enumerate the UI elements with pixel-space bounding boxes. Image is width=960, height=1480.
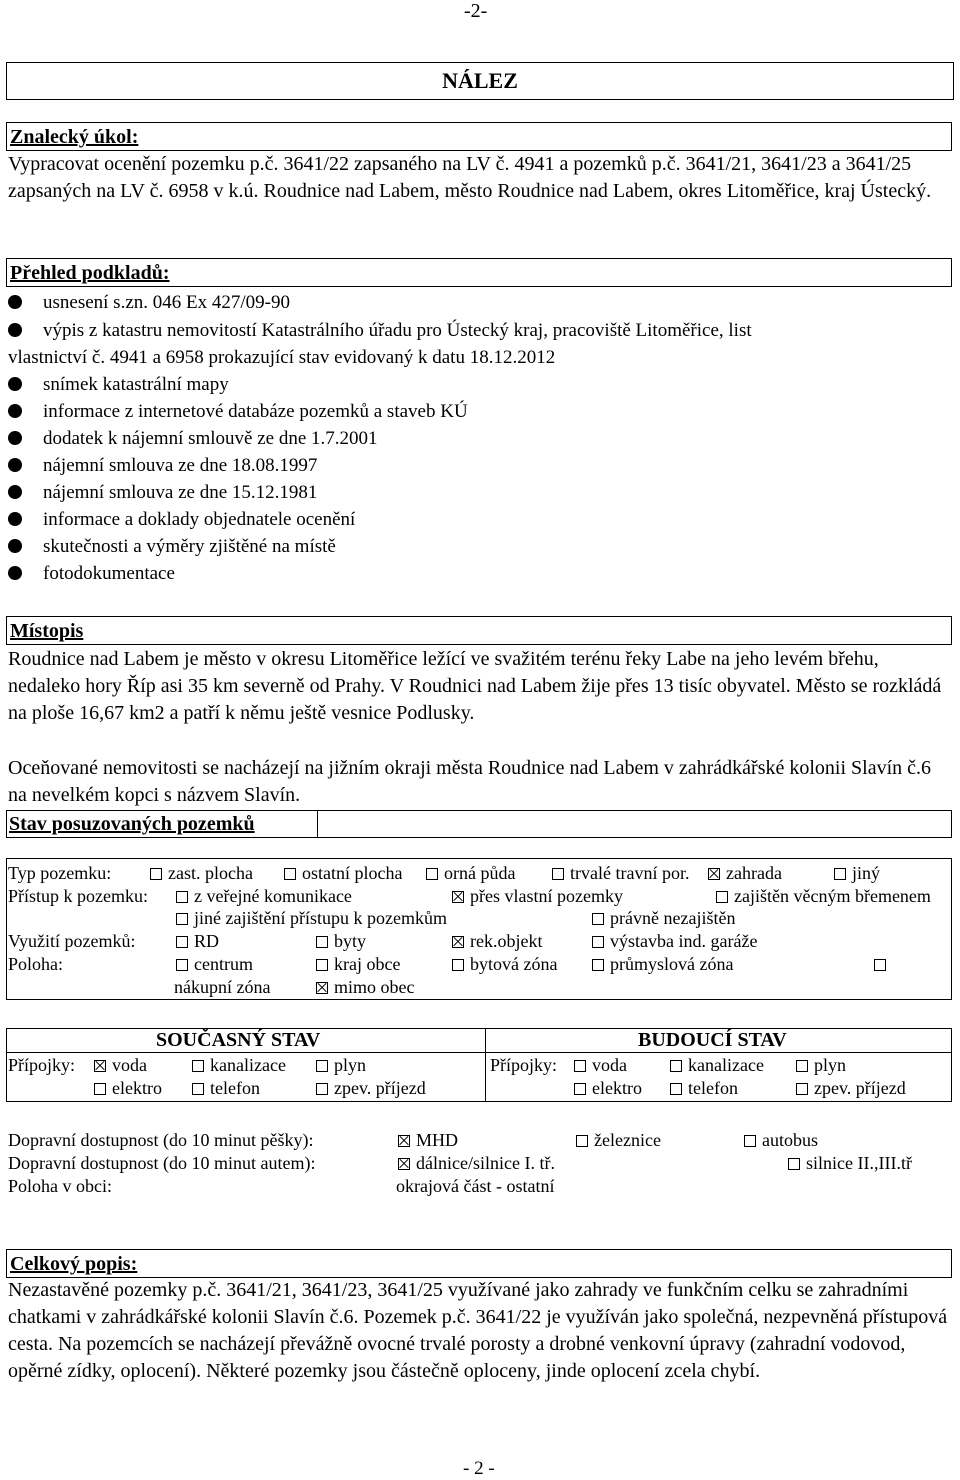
poloha-option-label: nákupní zóna [174, 977, 271, 997]
source-item: informace z internetové databáze pozemků a staveb KÚ [8, 398, 468, 425]
checkbox-icon[interactable] [426, 868, 438, 880]
future-utility[interactable]: kanalizace [670, 1055, 764, 1076]
task-heading: Znalecký úkol: [6, 122, 952, 151]
bullet-icon [8, 323, 22, 337]
current-utilities-label: Přípojky: [8, 1055, 76, 1075]
transport-car-option[interactable]: silnice II.,III.tř [788, 1153, 912, 1174]
typ-option[interactable]: orná půda [426, 863, 515, 884]
future-utility[interactable]: voda [574, 1055, 627, 1076]
checkbox-icon[interactable] [316, 1060, 328, 1072]
checkbox-icon[interactable] [744, 1135, 756, 1147]
source-item: nájemní smlouva ze dne 15.12.1981 [8, 479, 317, 506]
poloha-option[interactable]: bytová zóna [452, 954, 557, 975]
checkbox-icon[interactable] [452, 959, 464, 971]
page-title: NÁLEZ [442, 68, 518, 93]
source-item: dodatek k nájemní smlouvě ze dne 1.7.2001 [8, 425, 378, 452]
checkbox-icon[interactable] [316, 959, 328, 971]
vyuziti-option[interactable]: rek.objekt [452, 931, 542, 952]
source-item: informace a doklady objednatele ocenění [8, 506, 355, 533]
future-utilities-label: Přípojky: [490, 1055, 558, 1075]
overall-text: Nezastavěné pozemky p.č. 3641/21, 3641/23, 3641/25 využívané jako zahrady ve funkčním celku se zahradními chatkami v zahrádkářské kolonii Slavín č.6. Pozemek p.č. 3641/22 je využíván jako společná, nezpevněná přístupová cesta. Na pozemcích se nacházejí převážně ovocné trvalé porosty a drobné venkovní úpravy (zahradní vodovod, opěrné zídky, oplocení). Některé pozemky jsou částečně oploceny, jinde oplocení zcela chybí. [8, 1279, 948, 1382]
checkbox-icon[interactable] [576, 1135, 588, 1147]
current-utility[interactable]: elektro [94, 1078, 162, 1099]
location-paragraph-1: Roudnice nad Labem je město v okresu Litoměřice ležící ve svažitém terénu řeky Labe na jeho levém břehu, nedaleko hory Říp asi 35 km severně od Prahy. V Roudnici nad Labem žije přes 13 tisíc obyvatel. Město se rozkládá na ploše 16,67 km2 a patří k němu ještě vesnice Podlusky. [8, 648, 942, 724]
bullet-icon [8, 431, 22, 445]
checkbox-icon[interactable] [150, 868, 162, 880]
checkbox-icon[interactable] [796, 1060, 808, 1072]
checkbox-icon[interactable] [592, 913, 604, 925]
poloha-option[interactable]: kraj obce [316, 954, 400, 975]
bullet-icon [8, 404, 22, 418]
bullet-icon [8, 539, 22, 553]
transport-walk-label: Dopravní dostupnost (do 10 minut pěšky): [8, 1130, 314, 1150]
utilities-divider [485, 1028, 486, 1102]
vyuziti-label: Využití pozemků: [8, 931, 136, 951]
transport-car-label: Dopravní dostupnost (do 10 minut autem): [8, 1153, 316, 1173]
checked-checkbox-icon[interactable] [398, 1158, 410, 1170]
poloha-option[interactable]: průmyslová zóna [592, 954, 733, 975]
future-utility[interactable]: zpev. příjezd [796, 1078, 906, 1099]
bullet-icon [8, 566, 22, 580]
checkbox-icon[interactable] [574, 1083, 586, 1095]
typ-label: Typ pozemku: [8, 863, 112, 883]
checkbox-icon[interactable] [592, 959, 604, 971]
typ-option[interactable]: trvalé travní por. [552, 863, 689, 884]
bullet-icon [8, 377, 22, 391]
future-state-title: BUDOUCÍ STAV [638, 1029, 787, 1051]
current-state-title: SOUČASNÝ STAV [156, 1029, 321, 1051]
checkbox-icon[interactable] [796, 1083, 808, 1095]
source-item: usnesení s.zn. 046 Ex 427/09-90 [8, 289, 290, 316]
current-utility[interactable]: plyn [316, 1055, 366, 1076]
state-heading: Stav posuzovaných pozemků [6, 810, 318, 838]
checked-checkbox-icon[interactable] [452, 891, 464, 903]
checkbox-icon[interactable] [176, 891, 188, 903]
page-number-top: -2- [464, 0, 488, 22]
bullet-icon [8, 485, 22, 499]
sources-heading: Přehled podkladů: [6, 258, 952, 287]
source-item: výpis z katastru nemovitostí Katastrálního úřadu pro Ústecký kraj, pracoviště Litoměřice, list [8, 317, 752, 344]
location-heading: Místopis [6, 616, 952, 645]
checkbox-icon[interactable] [574, 1060, 586, 1072]
source-item: fotodokumentace [8, 560, 175, 587]
checked-checkbox-icon[interactable] [452, 936, 464, 948]
location-paragraph-2: Oceňované nemovitosti se nacházejí na jižním okraji města Roudnice nad Labem v zahrádkářské kolonii Slavín č.6 na nevelkém kopci s názvem Slavín. [8, 757, 932, 806]
typ-option[interactable]: zast. plocha [150, 863, 253, 884]
source-item: nájemní smlouva ze dne 18.08.1997 [8, 452, 317, 479]
checkbox-icon[interactable] [670, 1060, 682, 1072]
transport-walk-option[interactable]: autobus [744, 1130, 818, 1151]
pristup-option[interactable]: zajištěn věcným břemenem [716, 886, 931, 907]
poloha-option-nakupni-zona[interactable] [874, 954, 892, 975]
pristup-option[interactable]: přes vlastní pozemky [452, 886, 623, 907]
source-item-continuation: vlastnictví č. 4941 a 6958 prokazující stav evidovaný k datu 18.12.2012 [8, 347, 556, 368]
typ-option[interactable]: zahrada [708, 863, 782, 884]
future-utility[interactable]: telefon [670, 1078, 738, 1099]
task-text: Vypracovat ocenění pozemku p.č. 3641/22 zapsaného na LV č. 4941 a pozemků p.č. 3641/21, 3641/23 a 3641/25 zapsaných na LV č. 6958 v k.ú. Roudnice nad Labem, město Roudnice nad Labem, okres Litoměřice, kraj Ústecký. [8, 153, 932, 202]
vyuziti-option[interactable]: RD [176, 931, 219, 952]
checked-checkbox-icon[interactable] [94, 1060, 106, 1072]
future-utility[interactable]: plyn [796, 1055, 846, 1076]
source-item: skutečnosti a výměry zjištěné na místě [8, 533, 336, 560]
current-utility[interactable]: telefon [192, 1078, 260, 1099]
checkbox-icon[interactable] [834, 868, 846, 880]
typ-option[interactable]: jiný [834, 863, 880, 884]
checkbox-icon[interactable] [94, 1083, 106, 1095]
current-utility[interactable]: kanalizace [192, 1055, 286, 1076]
transport-car-option[interactable]: dálnice/silnice I. tř. [398, 1153, 555, 1174]
checkbox-icon[interactable] [192, 1060, 204, 1072]
future-utility[interactable]: elektro [574, 1078, 642, 1099]
checkbox-icon[interactable] [316, 936, 328, 948]
pristup-option[interactable]: z veřejné komunikace [176, 886, 352, 907]
checkbox-icon[interactable] [874, 959, 886, 971]
utilities-underline [6, 1052, 952, 1053]
checkbox-icon[interactable] [552, 868, 564, 880]
poloha-option[interactable]: mimo obec [316, 977, 414, 998]
checkbox-icon[interactable] [176, 913, 188, 925]
overall-heading: Celkový popis: [6, 1249, 952, 1278]
checkbox-icon[interactable] [716, 891, 728, 903]
pristup-option[interactable]: jiné zajištění přístupu k pozemkům [176, 908, 447, 929]
checkbox-icon[interactable] [670, 1083, 682, 1095]
checked-checkbox-icon[interactable] [708, 868, 720, 880]
checkbox-icon[interactable] [316, 1083, 328, 1095]
poloha-option[interactable]: centrum [176, 954, 253, 975]
checkbox-icon[interactable] [284, 868, 296, 880]
pristup-label: Přístup k pozemku: [8, 886, 148, 906]
bullet-icon [8, 295, 22, 309]
page-number-bottom: - 2 - [463, 1458, 495, 1479]
position-value: okrajová část - ostatní [396, 1176, 555, 1196]
checked-checkbox-icon[interactable] [398, 1135, 410, 1147]
checkbox-icon[interactable] [176, 936, 188, 948]
bullet-icon [8, 458, 22, 472]
bullet-icon [8, 512, 22, 526]
current-utility[interactable]: zpev. příjezd [316, 1078, 426, 1099]
title-box [6, 62, 954, 100]
pristup-option[interactable]: právně nezajištěn [592, 908, 735, 929]
typ-option[interactable]: ostatní plocha [284, 863, 402, 884]
poloha-label: Poloha: [8, 954, 64, 974]
checkbox-icon[interactable] [192, 1083, 204, 1095]
transport-walk-option[interactable]: MHD [398, 1130, 458, 1151]
current-utility[interactable]: voda [94, 1055, 147, 1076]
checkbox-icon[interactable] [592, 936, 604, 948]
checkbox-icon[interactable] [176, 959, 188, 971]
vyuziti-option[interactable]: byty [316, 931, 366, 952]
checkbox-icon[interactable] [788, 1158, 800, 1170]
checked-checkbox-icon[interactable] [316, 982, 328, 994]
vyuziti-option[interactable]: výstavba ind. garáže [592, 931, 757, 952]
transport-walk-option[interactable]: železnice [576, 1130, 661, 1151]
source-item: snímek katastrální mapy [8, 371, 229, 398]
position-label: Poloha v obci: [8, 1176, 112, 1196]
